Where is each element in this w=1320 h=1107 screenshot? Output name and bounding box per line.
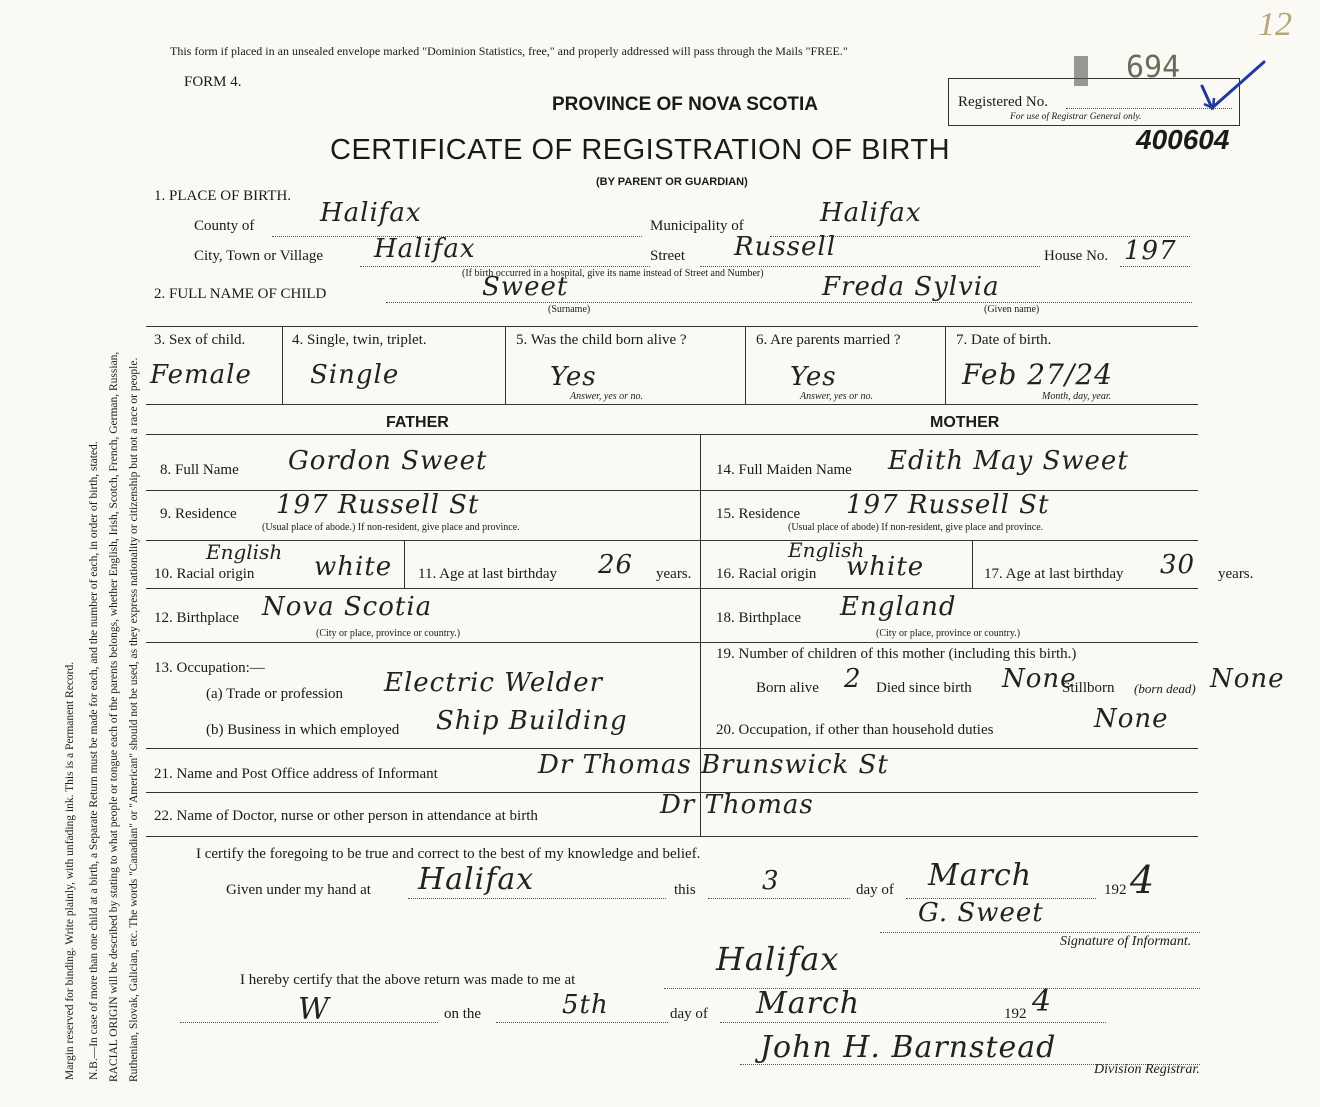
registrar-on-the-label: on the [444, 1006, 482, 1022]
margin-note-3: RACIAL ORIGIN will be described by stating to what people or tongue each of the parents belongs, whether English, Irish, Scotch, French, German, Russian, [108, 351, 120, 1082]
margin-note-4: Ruthenian, Slovak, Galician, etc. The words "Canadian" or "American" should not be used, as they express nationality or citizenship but not a race or people. [128, 357, 140, 1082]
house-no-label: House No. [1044, 248, 1109, 264]
sex-label: 3. Sex of child. [154, 332, 246, 348]
registrar-initials: W [298, 992, 330, 1027]
child-name-label: 2. FULL NAME OF CHILD [154, 286, 327, 302]
mother-residence-value: 197 Russell St [846, 490, 1050, 520]
mother-birthplace-label: 18. Birthplace [716, 610, 801, 626]
father-heading: FATHER [386, 414, 449, 431]
registrar-signature: John H. Barnstead [760, 1030, 1057, 1065]
registered-no-note: For use of Registrar General only. [1010, 112, 1142, 122]
doctor-label: 22. Name of Doctor, nurse or other person in attendance at birth [154, 808, 538, 824]
children-count-label: 19. Number of children of this mother (including this birth.) [716, 646, 1077, 662]
margin-note-2: N.B.—In case of more than one child at a birth, a Separate Return must be made for each, and the number of each, in order of birth, stated. [88, 441, 100, 1080]
place-of-birth-heading: 1. PLACE OF BIRTH. [154, 188, 292, 204]
parents-married-value: Yes [790, 362, 837, 392]
father-birthplace-note: (City or place, province or country.) [316, 628, 461, 639]
father-racial-value: white [314, 552, 393, 582]
father-birthplace-label: 12. Birthplace [154, 610, 239, 626]
surname-note: (Surname) [548, 304, 591, 315]
given-under-hand-label: Given under my hand at [226, 882, 371, 898]
born-alive-value: Yes [550, 362, 597, 392]
dob-label: 7. Date of birth. [956, 332, 1052, 348]
father-racial-top-value: English [206, 540, 283, 564]
plurality-value: Single [310, 360, 400, 390]
mother-racial-top-value: English [788, 538, 865, 562]
stamp-mark [1074, 56, 1088, 86]
father-residence-value: 197 Russell St [276, 490, 480, 520]
informant-signature-label: Signature of Informant. [1060, 934, 1192, 949]
form-number: FORM 4. [184, 74, 242, 90]
mother-racial-value: white [846, 552, 925, 582]
sex-value: Female [150, 360, 252, 390]
stillborn-note: (born dead) [1134, 681, 1196, 696]
municipality-value: Halifax [820, 198, 922, 228]
born-alive-note: Answer, yes or no. [570, 391, 644, 402]
mother-residence-label: 15. Residence [716, 506, 801, 522]
plurality-label: 4. Single, twin, triplet. [292, 332, 427, 348]
registrar-year-value: 4 [1032, 984, 1053, 1019]
father-name-value: Gordon Sweet [288, 446, 488, 476]
stillborn-label: Stillborn [1062, 680, 1115, 696]
mail-note: This form if placed in an unsealed envelope marked "Dominion Statistics, free," and properly addressed will pass through the Mails "FREE." [170, 44, 848, 58]
mother-age-label: 17. Age at last birthday [984, 566, 1124, 582]
father-age-label: 11. Age at last birthday [418, 566, 557, 582]
died-since-birth-value: None [1002, 664, 1077, 694]
parents-married-note: Answer, yes or no. [800, 391, 874, 402]
mother-name-label: 14. Full Maiden Name [716, 462, 852, 478]
certify-text: I certify the foregoing to be true and correct to the best of my knowledge and belief. [196, 846, 701, 862]
stillborn-value: None [1210, 664, 1285, 694]
mother-birthplace-value: England [840, 592, 957, 622]
county-label: County of [194, 218, 255, 234]
registrar-day-value: 5th [562, 990, 609, 1020]
mother-occupation-label: 20. Occupation, if other than household duties [716, 722, 994, 738]
father-name-label: 8. Full Name [160, 462, 239, 478]
mother-occupation-value: None [1094, 704, 1169, 734]
margin-note-1: Margin reserved for binding. Write plainly, with unfading ink. This is a Permanent Record. [64, 661, 76, 1080]
father-business-label: (b) Business in which employed [206, 722, 400, 738]
stamp-number: 694 [1126, 50, 1181, 85]
registration-number: 400604 [1136, 124, 1230, 155]
street-label: Street [650, 248, 685, 264]
registrar-place-value: Halifax [716, 940, 840, 978]
street-value: Russell [734, 232, 837, 262]
dob-note: Month, day, year. [1042, 391, 1112, 402]
given-place-value: Halifax [418, 862, 535, 897]
certify-year-value: 4 [1130, 858, 1156, 902]
doctor-value: Dr Thomas [660, 790, 814, 820]
certify-day-value: 3 [762, 866, 780, 896]
house-no-value: 197 [1124, 236, 1177, 266]
hospital-note: (If birth occurred in a hospital, give its name instead of Street and Number) [462, 268, 764, 279]
county-value: Halifax [320, 198, 422, 228]
father-trade-label: (a) Trade or profession [206, 686, 344, 702]
mother-name-value: Edith May Sweet [888, 446, 1129, 476]
dob-value: Feb 27/24 [962, 358, 1113, 391]
child-surname-value: Sweet [482, 272, 569, 302]
registered-no-label: Registered No. [958, 94, 1048, 110]
father-residence-label: 9. Residence [160, 506, 237, 522]
registrar-year-prefix: 192 [1004, 1006, 1027, 1022]
father-age-unit: years. [656, 566, 692, 582]
mother-heading: MOTHER [930, 414, 1000, 431]
father-business-value: Ship Building [436, 706, 628, 736]
father-racial-label: 10. Racial origin [154, 566, 255, 582]
certificate-subtitle: (BY PARENT OR GUARDIAN) [596, 176, 748, 188]
mother-residence-note: (Usual place of abode) If non-resident, give place and province. [788, 522, 1044, 533]
this-label: this [674, 882, 696, 898]
municipality-label: Municipality of [650, 218, 744, 234]
certify-day-of-label: day of [856, 882, 894, 898]
mother-age-unit: years. [1218, 566, 1254, 582]
born-alive-count-label: Born alive [756, 680, 819, 696]
given-name-note: (Given name) [984, 304, 1040, 315]
registrar-month-value: March [756, 986, 861, 1021]
father-occupation-label: 13. Occupation:— [154, 660, 265, 676]
informant-value: Dr Thomas Brunswick St [538, 750, 889, 780]
died-since-birth-label: Died since birth [876, 680, 972, 696]
father-trade-value: Electric Welder [384, 668, 604, 698]
mother-birthplace-note: (City or place, province or country.) [876, 628, 1021, 639]
informant-signature: G. Sweet [918, 898, 1044, 928]
certify-year-prefix: 192 [1104, 882, 1127, 898]
born-alive-label: 5. Was the child born alive ? [516, 332, 687, 348]
mother-racial-label: 16. Racial origin [716, 566, 817, 582]
city-value: Halifax [374, 234, 476, 264]
father-age-value: 26 [598, 550, 634, 580]
checkmark-icon [1198, 58, 1270, 114]
certificate-title: CERTIFICATE OF REGISTRATION OF BIRTH [330, 134, 951, 166]
mother-age-value: 30 [1160, 550, 1196, 580]
city-label: City, Town or Village [194, 248, 324, 264]
registrar-certify-text: I hereby certify that the above return was made to me at [240, 972, 576, 988]
certify-month-value: March [928, 858, 1033, 893]
registrar-day-of-label: day of [670, 1006, 708, 1022]
province-heading: PROVINCE OF NOVA SCOTIA [552, 94, 819, 115]
born-alive-count-value: 2 [844, 664, 862, 694]
corner-mark: 12 [1258, 6, 1292, 43]
father-birthplace-value: Nova Scotia [262, 592, 433, 622]
informant-label: 21. Name and Post Office address of Informant [154, 766, 438, 782]
father-residence-note: (Usual place of abode.) If non-resident, give place and province. [262, 522, 520, 533]
child-given-name-value: Freda Sylvia [822, 272, 1000, 302]
division-registrar-label: Division Registrar. [1094, 1062, 1200, 1077]
parents-married-label: 6. Are parents married ? [756, 332, 901, 348]
